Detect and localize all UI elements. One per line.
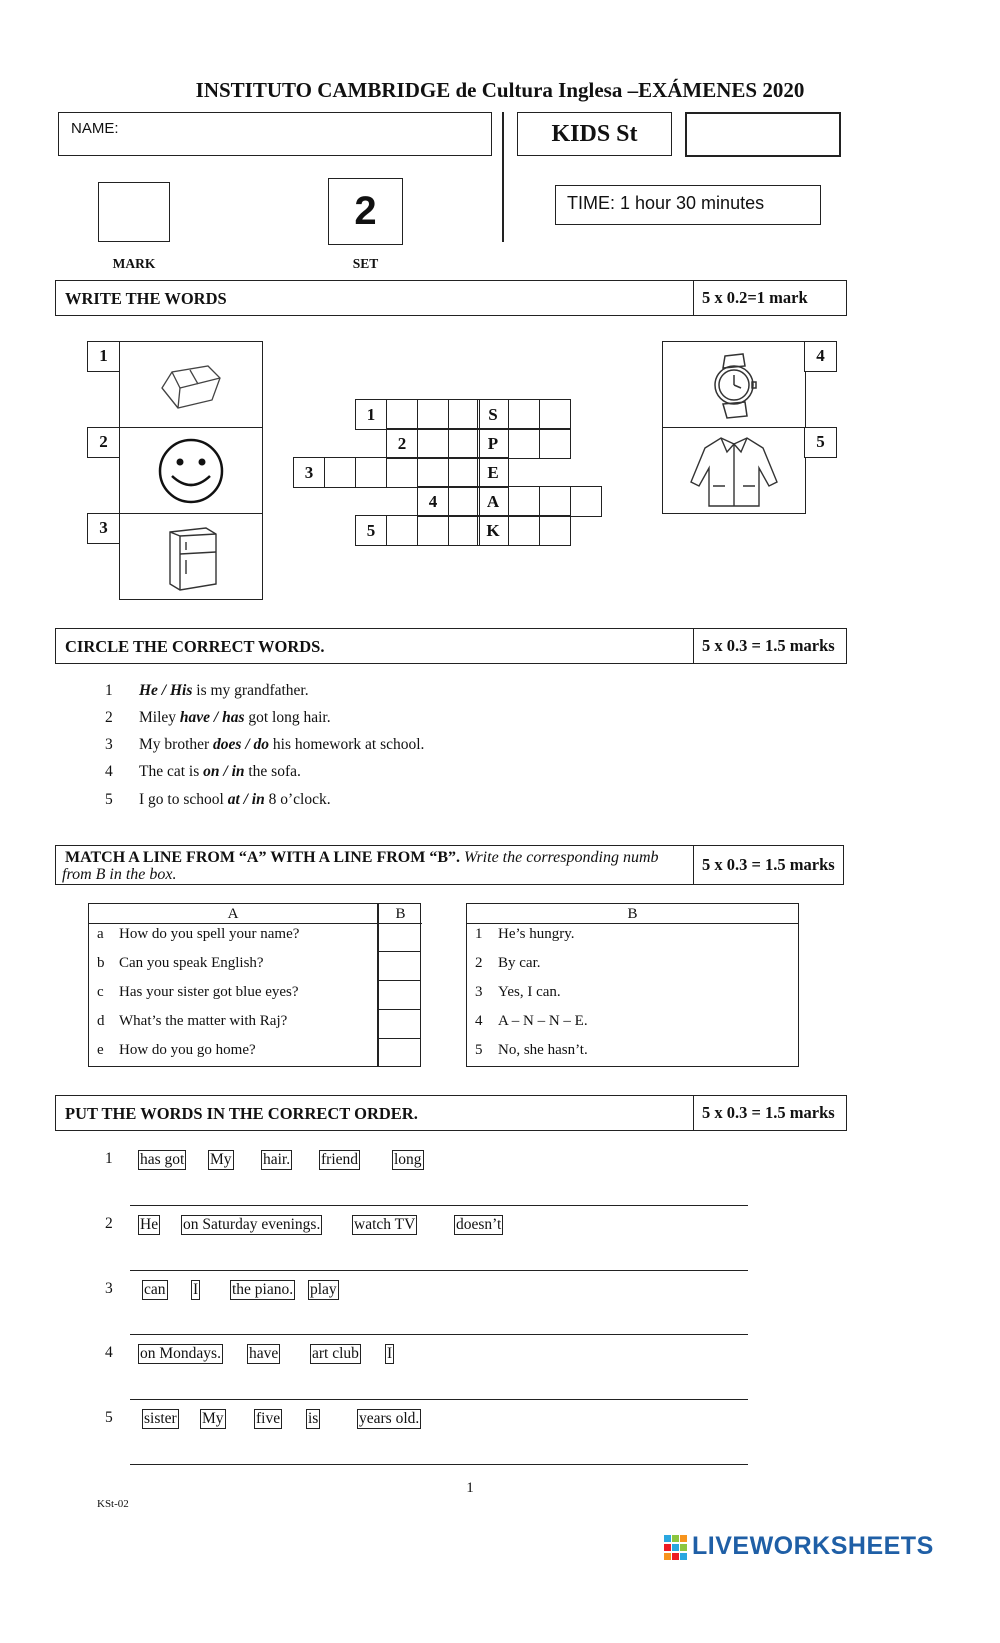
picture-number: 5 [804, 427, 837, 458]
item-number: 1 [105, 1150, 113, 1167]
section-marks: 5 x 0.2=1 mark [693, 281, 846, 315]
crossword-cell[interactable] [539, 399, 571, 430]
smiley-face-icon [120, 428, 262, 513]
set-label: SET [352, 256, 379, 271]
table-row: 4 A – N – N – E. [475, 1013, 588, 1029]
level-answer-box[interactable] [685, 112, 841, 157]
section-match-header [55, 845, 844, 885]
list-item: 3 My brother does / do his homework at school. [105, 736, 425, 753]
word-tile[interactable]: sister [144, 1410, 177, 1427]
word-tile[interactable]: long [394, 1151, 422, 1168]
crossword-cell[interactable] [448, 486, 480, 517]
answer-line[interactable] [130, 1334, 748, 1335]
crossword-key-letter: S [477, 399, 509, 430]
crossword-cell[interactable] [508, 486, 540, 517]
brand-name: LIVEWORKSHEETS [692, 1532, 934, 1560]
crossword-number: 3 [293, 457, 325, 488]
crossword-cell[interactable] [539, 486, 571, 517]
crossword-key-letter: A [477, 486, 509, 517]
word-tile[interactable]: years old. [359, 1410, 420, 1427]
name-label: NAME: [71, 120, 119, 137]
word-tile[interactable]: have [249, 1345, 279, 1362]
word-tile[interactable]: is [308, 1410, 319, 1427]
list-item: 2 Miley have / has got long hair. [105, 709, 331, 726]
table-row: 1 He’s hungry. [475, 926, 575, 942]
picture-eraser [119, 341, 263, 428]
word-tile[interactable]: He [140, 1216, 159, 1233]
word-tile[interactable]: can [144, 1281, 166, 1298]
mark-label: MARK [112, 256, 156, 271]
choice-words[interactable]: have / has [179, 709, 245, 726]
choice-words[interactable]: at / in [227, 791, 265, 808]
section-instruction-cont: from B in the box. [62, 866, 177, 883]
section-marks: 5 x 0.3 = 1.5 marks [693, 629, 846, 663]
section-title: WRITE THE WORDS [65, 289, 227, 308]
picture-jacket [662, 427, 806, 514]
section-title: CIRCLE THE CORRECT WORDS. [65, 637, 325, 656]
picture-watch [662, 341, 806, 428]
crossword-cell[interactable] [448, 428, 480, 459]
answer-box[interactable] [379, 1039, 420, 1067]
list-item: 5 I go to school at / in 8 o’clock. [105, 791, 331, 808]
name-field[interactable] [58, 112, 492, 156]
level-box: KIDS St [517, 112, 672, 156]
table-row: b Can you speak English? [97, 955, 264, 971]
item-number: 3 [105, 1280, 113, 1297]
word-tile[interactable]: doesn’t [456, 1216, 502, 1233]
item-number: 5 [105, 1409, 113, 1426]
table-row: e How do you go home? [97, 1042, 256, 1058]
crossword-cell[interactable] [417, 515, 449, 546]
word-tile[interactable]: has got [140, 1151, 185, 1168]
section-instruction: Write the corresponding numb [464, 849, 659, 866]
answer-line[interactable] [130, 1205, 748, 1206]
table-row: c Has your sister got blue eyes? [97, 984, 299, 1000]
section-title: PUT THE WORDS IN THE CORRECT ORDER. [65, 1104, 418, 1123]
answer-box[interactable] [379, 1010, 420, 1039]
picture-number: 1 [87, 341, 120, 372]
crossword-cell[interactable] [508, 399, 540, 430]
logo-icon [664, 1535, 688, 1561]
crossword-cell[interactable] [386, 457, 418, 488]
word-tile[interactable]: watch TV [354, 1216, 416, 1233]
choice-words[interactable]: on / in [203, 763, 245, 780]
section-circle-words-header [55, 628, 847, 664]
word-tile[interactable]: My [202, 1410, 224, 1427]
picture-smiley [119, 427, 263, 514]
word-tile[interactable]: the piano. [232, 1281, 294, 1298]
column-header-b: B [377, 904, 422, 924]
crossword-number: 2 [386, 428, 418, 459]
crossword-cell[interactable] [508, 428, 540, 459]
section-marks: 5 x 0.3 = 1.5 marks [693, 1096, 846, 1130]
crossword-number: 1 [355, 399, 387, 430]
picture-fridge [119, 513, 263, 600]
document-code: KSt-02 [97, 1498, 129, 1510]
match-table-b [466, 903, 799, 1067]
word-tile[interactable]: on Mondays. [140, 1345, 221, 1362]
picture-number: 2 [87, 427, 120, 458]
choice-words[interactable]: does / do [213, 736, 270, 753]
table-row: 5 No, she hasn’t. [475, 1042, 588, 1058]
answer-line[interactable] [130, 1270, 748, 1271]
column-header-b: B [467, 904, 798, 924]
crossword-cell[interactable] [539, 515, 571, 546]
item-number: 4 [105, 1344, 113, 1361]
word-tile[interactable]: hair. [263, 1151, 291, 1168]
answer-line[interactable] [130, 1399, 748, 1400]
match-table-a [88, 903, 421, 1067]
word-tile[interactable]: art club [312, 1345, 359, 1362]
crossword-cell[interactable] [448, 515, 480, 546]
crossword-number: 4 [417, 486, 449, 517]
crossword-number: 5 [355, 515, 387, 546]
word-tile[interactable]: My [210, 1151, 232, 1168]
crossword-cell[interactable] [324, 457, 356, 488]
crossword-cell[interactable] [386, 515, 418, 546]
eraser-icon [120, 342, 262, 427]
word-tile[interactable]: I [387, 1345, 393, 1362]
picture-number: 4 [804, 341, 837, 372]
word-tile[interactable]: friend [321, 1151, 359, 1168]
choice-words[interactable]: He / His [139, 682, 193, 699]
mark-box[interactable] [98, 182, 170, 242]
watch-icon [663, 342, 805, 427]
column-header-a: A [89, 904, 377, 924]
section-title: MATCH A LINE FROM “A” WITH A LINE FROM “B”. [65, 849, 460, 866]
crossword-cell[interactable] [417, 399, 449, 430]
answer-line[interactable] [130, 1464, 748, 1465]
table-row: a How do you spell your name? [97, 926, 300, 942]
crossword-key-letter: E [477, 457, 509, 488]
answer-box[interactable] [379, 923, 420, 952]
crossword-cell[interactable] [355, 457, 387, 488]
jacket-icon [663, 428, 805, 513]
crossword-key-letter: P [477, 428, 509, 459]
crossword-cell[interactable] [386, 399, 418, 430]
crossword-cell[interactable] [417, 428, 449, 459]
crossword-cell[interactable] [508, 515, 540, 546]
word-tile[interactable]: five [256, 1410, 281, 1427]
crossword-cell[interactable] [448, 399, 480, 430]
crossword-cell[interactable] [570, 486, 602, 517]
crossword-cell[interactable] [539, 428, 571, 459]
crossword-cell[interactable] [448, 457, 480, 488]
word-tile[interactable]: on Saturday evenings. [183, 1216, 321, 1233]
header-divider [502, 112, 504, 242]
list-item: 1 He / His is my grandfather. [105, 682, 309, 699]
fridge-icon [120, 514, 262, 599]
crossword-key-letter: K [477, 515, 509, 546]
word-tile[interactable]: I [193, 1281, 199, 1298]
item-number: 2 [105, 1215, 113, 1232]
table-row: 3 Yes, I can. [475, 984, 561, 1000]
table-row: d What’s the matter with Raj? [97, 1013, 288, 1029]
table-row: 2 By car. [475, 955, 541, 971]
section-write-words-header [55, 280, 847, 316]
word-tile[interactable]: play [310, 1281, 337, 1298]
crossword-cell[interactable] [417, 457, 449, 488]
page-number: 1 [466, 1480, 474, 1496]
answer-box[interactable] [379, 952, 420, 981]
set-number: 2 [328, 178, 403, 245]
list-item: 4 The cat is on / in the sofa. [105, 763, 301, 780]
answer-box[interactable] [379, 981, 420, 1010]
time-box: TIME: 1 hour 30 minutes [555, 185, 821, 225]
picture-number: 3 [87, 513, 120, 544]
section-word-order-header [55, 1095, 847, 1131]
section-marks: 5 x 0.3 = 1.5 marks [693, 846, 843, 884]
exam-title: INSTITUTO CAMBRIDGE de Cultura Inglesa –EXÁMENES 2020 [195, 78, 805, 102]
